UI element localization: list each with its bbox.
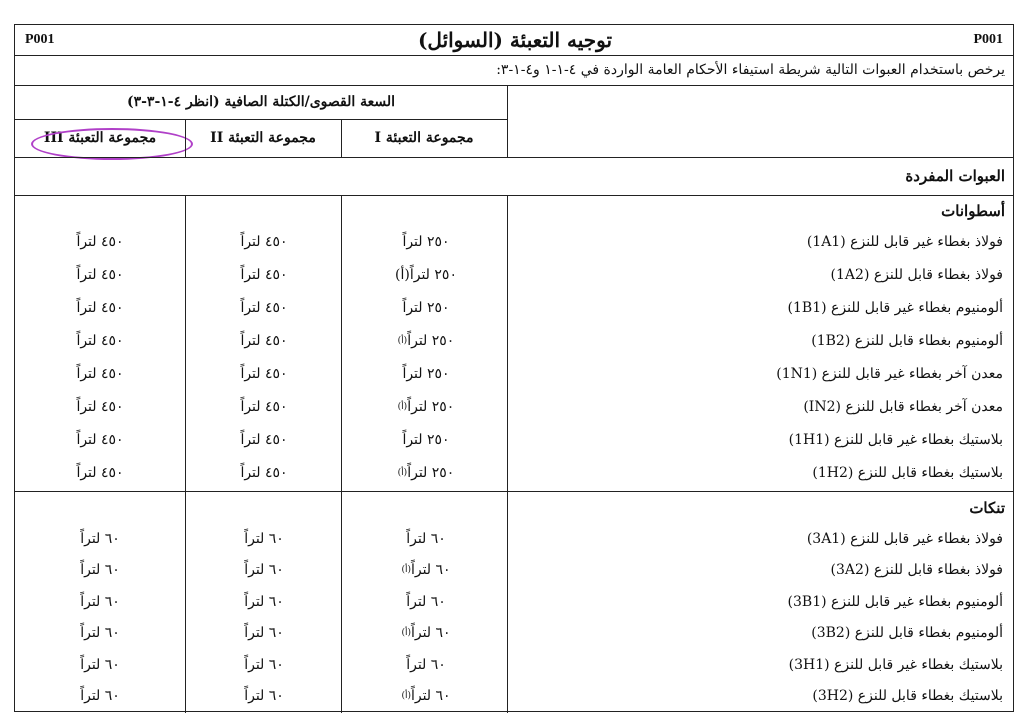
row-label: ألومنيوم بغطاء قابل للنزع (3B2)	[811, 625, 1003, 642]
group-1-value: ٢٥٠ لتراً (أ)	[397, 464, 455, 481]
group-2-value: ٤٥٠ لتراً	[240, 464, 288, 481]
group-3-value: ٦٠ لتراً	[80, 530, 120, 547]
group-1-value: ٢٥٠ لتراً	[402, 365, 450, 382]
group-3-value: ٦٠ لتراً	[80, 562, 120, 579]
capacity-header: السعة القصوى/الكتلة الصافية (انظر ٤-١-٣-٣)	[126, 94, 396, 110]
group-3-header: مجموعة التعبئة III	[43, 130, 157, 146]
highlight-circle	[31, 128, 193, 160]
group-1-header: مجموعة التعبئة I	[374, 130, 474, 146]
row-label: معدن آخر بغطاء غير قابل للنزع (1N1)	[776, 365, 1003, 382]
row-label: بلاستيك بغطاء قابل للنزع (1H2)	[812, 464, 1003, 481]
row-label: فولاذ بغطاء غير قابل للنزع (3A1)	[806, 530, 1003, 547]
group-1-value: ٢٥٠ لتراً (أ)	[397, 398, 455, 415]
divider	[15, 491, 1013, 492]
divider	[15, 195, 1013, 196]
group-2-value: ٦٠ لتراً	[244, 656, 284, 673]
footnote-marker: (أ)	[397, 401, 408, 412]
group-3-value: ٤٥٠ لتراً	[76, 266, 124, 283]
row-label: ألومنيوم بغطاء قابل للنزع (1B2)	[811, 332, 1003, 349]
group-3-value: ٦٠ لتراً	[80, 656, 120, 673]
group-3-value: ٤٥٠ لتراً	[76, 332, 124, 349]
section-single-packagings: العبوات المفردة	[905, 167, 1005, 185]
footnote-marker: (أ)	[401, 565, 411, 576]
footnote-marker: (أ)	[397, 467, 408, 478]
row-label: فولاذ بغطاء قابل للنزع (3A2)	[830, 562, 1003, 579]
group-1-value: ٢٥٠ لتراً	[402, 299, 450, 316]
group-2-value: ٤٥٠ لتراً	[240, 299, 288, 316]
group-2-value: ٦٠ لتراً	[244, 562, 284, 579]
page-title: توجيه التعبئة (السوائل)	[417, 28, 613, 52]
group-2-value: ٤٥٠ لتراً	[240, 332, 288, 349]
group-3-value: ٤٥٠ لتراً	[76, 431, 124, 448]
intro-text: يرخص باستخدام العبوات التالية شريطة استيفاء الأحكام العامة الواردة في ٤-١-١ و٤-١-٣:	[496, 62, 1005, 78]
group-1-value: ٢٥٠ لتراً (أ)	[397, 332, 455, 349]
group-1-value: ٢٥٠ لتراً	[402, 233, 450, 250]
row-label: فولاذ بغطاء غير قابل للنزع (1A1)	[806, 233, 1003, 250]
footnote-marker: (أ)	[397, 335, 408, 346]
row-label: بلاستيك بغطاء غير قابل للنزع (3H1)	[788, 656, 1003, 673]
drums-title: أسطوانات	[941, 202, 1005, 220]
divider	[15, 157, 1013, 158]
group-2-header: مجموعة التعبئة II	[210, 130, 316, 146]
group-2-value: ٦٠ لتراً	[244, 688, 284, 705]
group-2-value: ٦٠ لتراً	[244, 593, 284, 610]
column-line	[185, 195, 186, 713]
column-line	[185, 119, 186, 157]
group-1-value: ٦٠ لتراً (أ)	[401, 688, 451, 705]
group-1-value: ٦٠ لتراً	[406, 530, 446, 547]
column-line	[507, 85, 508, 157]
group-3-value: ٦٠ لتراً	[80, 593, 120, 610]
jerricans-title: تنكات	[969, 499, 1005, 517]
group-3-value: ٤٥٠ لتراً	[76, 464, 124, 481]
group-1-value: ٦٠ لتراً (أ)	[401, 562, 451, 579]
group-1-value: ٦٠ لتراً	[406, 593, 446, 610]
group-3-value: ٤٥٠ لتراً	[76, 233, 124, 250]
group-2-value: ٤٥٠ لتراً	[240, 266, 288, 283]
group-2-value: ٤٥٠ لتراً	[240, 398, 288, 415]
group-2-value: ٤٥٠ لتراً	[240, 365, 288, 382]
group-1-value: ٦٠ لتراً (أ)	[401, 625, 451, 642]
column-line	[507, 195, 508, 713]
group-3-value: ٤٥٠ لتراً	[76, 365, 124, 382]
footnote-marker: (أ)	[401, 628, 411, 639]
group-2-value: ٤٥٠ لتراً	[240, 431, 288, 448]
group-1-value: ٢٥٠ لتراً(أ)	[395, 266, 457, 283]
group-2-value: ٦٠ لتراً	[244, 625, 284, 642]
group-3-value: ٦٠ لتراً	[80, 688, 120, 705]
row-label: ألومنيوم بغطاء غير قابل للنزع (3B1)	[787, 593, 1003, 610]
row-label: بلاستيك بغطاء غير قابل للنزع (1H1)	[788, 431, 1003, 448]
group-2-value: ٦٠ لتراً	[244, 530, 284, 547]
group-3-value: ٤٥٠ لتراً	[76, 299, 124, 316]
row-label: معدن آخر بغطاء قابل للنزع (IN2)	[803, 398, 1003, 415]
packing-instruction-table	[14, 24, 1014, 712]
row-label: ألومنيوم بغطاء غير قابل للنزع (1B1)	[787, 299, 1003, 316]
group-2-value: ٤٥٠ لتراً	[240, 233, 288, 250]
group-3-value: ٤٥٠ لتراً	[76, 398, 124, 415]
group-1-value: ٢٥٠ لتراً	[402, 431, 450, 448]
footnote-marker: (أ)	[401, 691, 411, 702]
code-right: P001	[973, 32, 1003, 47]
column-line	[341, 119, 342, 157]
row-label: بلاستيك بغطاء قابل للنزع (3H2)	[812, 688, 1003, 705]
group-1-value: ٦٠ لتراً	[406, 656, 446, 673]
group-3-value: ٦٠ لتراً	[80, 625, 120, 642]
code-left: P001	[25, 32, 55, 47]
column-line	[341, 195, 342, 713]
row-label: فولاذ بغطاء قابل للنزع (1A2)	[830, 266, 1003, 283]
